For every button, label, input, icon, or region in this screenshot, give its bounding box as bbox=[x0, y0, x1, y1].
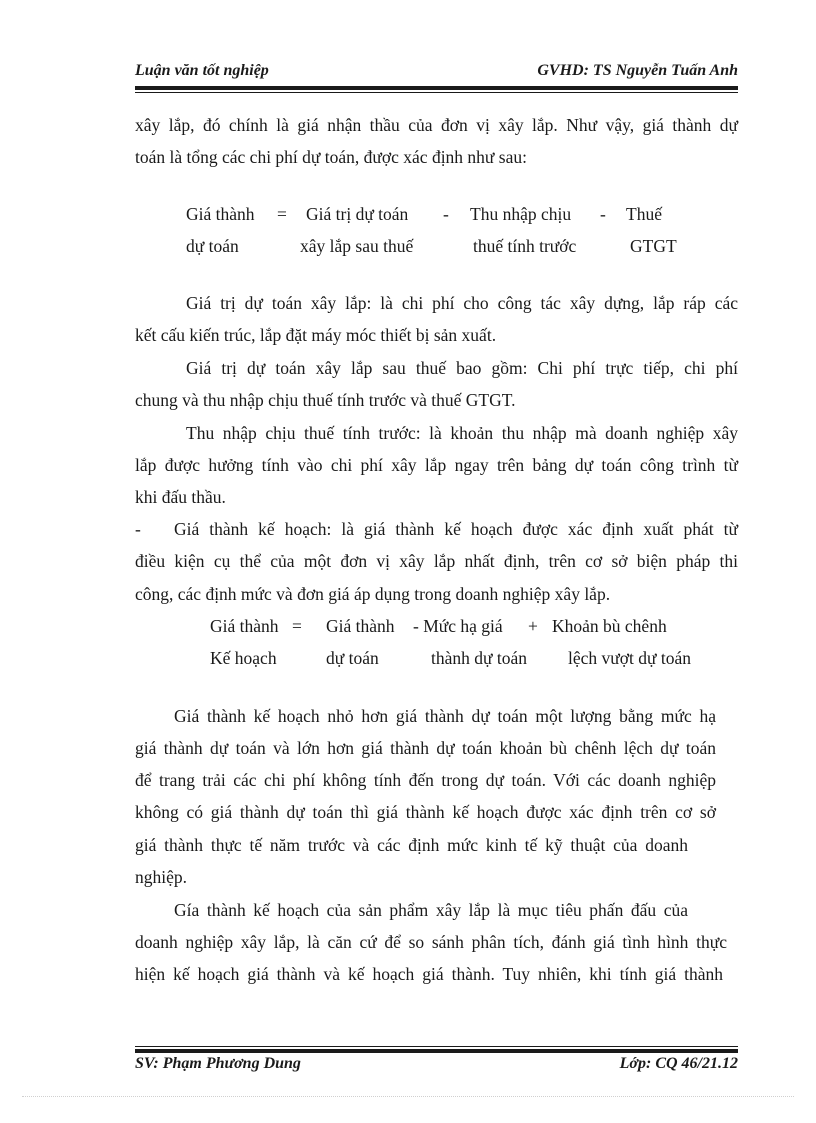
formula1-operator: - bbox=[443, 204, 449, 224]
body-line: toán là tổng các chi phí dự toán, được xác định như sau: bbox=[135, 147, 527, 167]
footer-rule-thin bbox=[135, 1046, 738, 1047]
formula1-operator: = bbox=[277, 204, 287, 224]
formula1-term: thuế tính trước bbox=[473, 236, 577, 256]
footer-student: SV: Phạm Phương Dung bbox=[135, 1055, 301, 1072]
formula1-term: Thuế bbox=[626, 204, 662, 224]
formula2-operator: = bbox=[292, 616, 302, 636]
formula2-term: dự toán bbox=[326, 648, 379, 668]
formula2-term: Giá thành bbox=[210, 616, 279, 636]
body-line: giá thành thực tế năm trước và các định mức kinh tế kỹ thuật của doanh bbox=[135, 835, 688, 855]
body-line: để trang trải các chi phí không tính đến trong dự toán. Với các doanh nghiệp bbox=[135, 770, 716, 790]
bullet-dash: - bbox=[135, 519, 141, 539]
body-line: kết cấu kiến trúc, lắp đặt máy móc thiết bị sản xuất. bbox=[135, 325, 497, 345]
header-rule-thick bbox=[135, 86, 738, 90]
formula2-term: - Mức hạ giá bbox=[413, 616, 503, 636]
body-line: Gía thành kế hoạch của sản phẩm xây lắp là mục tiêu phấn đấu của bbox=[174, 900, 688, 920]
page-edge-dotted-rule bbox=[22, 1096, 794, 1097]
body-line: khi đấu thầu. bbox=[135, 487, 226, 507]
body-line: giá thành dự toán và lớn hơn giá thành dự toán khoản bù chênh lệch dự toán bbox=[135, 738, 716, 758]
header-thesis-title: Luận văn tốt nghiệp bbox=[135, 62, 269, 79]
body-line: hiện kế hoạch giá thành và kế hoạch giá thành. Tuy nhiên, khi tính giá thành bbox=[135, 964, 723, 984]
footer-class: Lớp: CQ 46/21.12 bbox=[619, 1055, 738, 1072]
body-line: Giá trị dự toán xây lắp sau thuế bao gồm: Chi phí trực tiếp, chi phí bbox=[186, 358, 738, 378]
body-line: không có giá thành dự toán thì giá thành kế hoạch được xác định trên cơ sở bbox=[135, 802, 716, 822]
body-line: doanh nghiệp xây lắp, là căn cứ để so sánh phân tích, đánh giá tình hình thực bbox=[135, 932, 727, 952]
formula1-term: dự toán bbox=[186, 236, 239, 256]
body-line: chung và thu nhập chịu thuế tính trước và thuế GTGT. bbox=[135, 390, 516, 410]
body-line: Giá thành kế hoạch nhỏ hơn giá thành dự toán một lượng bằng mức hạ bbox=[174, 706, 716, 726]
header-rule-thin bbox=[135, 92, 738, 93]
formula1-term: GTGT bbox=[630, 236, 677, 256]
formula1-term: Giá trị dự toán bbox=[306, 204, 409, 224]
footer-rule-thick bbox=[135, 1049, 738, 1053]
body-line: Giá thành kế hoạch: là giá thành kế hoạch được xác định xuất phát từ bbox=[174, 519, 738, 539]
body-line: xây lắp, đó chính là giá nhận thầu của đơn vị xây lắp. Như vậy, giá thành dự bbox=[135, 115, 738, 135]
body-line: nghiệp. bbox=[135, 867, 188, 887]
formula1-term: Thu nhập chịu bbox=[470, 204, 572, 224]
body-line: lắp được hưởng tính vào chi phí xây lắp ngay trên bảng dự toán công trình từ bbox=[135, 455, 738, 475]
body-line: Thu nhập chịu thuế tính trước: là khoản thu nhập mà doanh nghiệp xây bbox=[186, 423, 738, 443]
body-line: Giá trị dự toán xây lắp: là chi phí cho công tác xây dựng, lắp ráp các bbox=[186, 293, 738, 313]
formula2-term: Khoản bù chênh bbox=[552, 616, 667, 636]
header-advisor: GVHD: TS Nguyễn Tuấn Anh bbox=[537, 62, 738, 79]
formula2-operator: + bbox=[528, 616, 538, 636]
formula2-term: Giá thành bbox=[326, 616, 395, 636]
formula2-term: lệch vượt dự toán bbox=[568, 648, 691, 668]
body-line: điều kiện cụ thể của một đơn vị xây lắp nhất định, trên cơ sở biện pháp thi bbox=[135, 551, 738, 571]
formula2-term: thành dự toán bbox=[431, 648, 527, 668]
formula1-operator: - bbox=[600, 204, 606, 224]
formula1-term: xây lắp sau thuế bbox=[300, 236, 414, 256]
body-line: công, các định mức và đơn giá áp dụng trong doanh nghiệp xây lắp. bbox=[135, 584, 611, 604]
formula2-term: Kế hoạch bbox=[210, 648, 277, 668]
formula1-term: Giá thành bbox=[186, 204, 255, 224]
